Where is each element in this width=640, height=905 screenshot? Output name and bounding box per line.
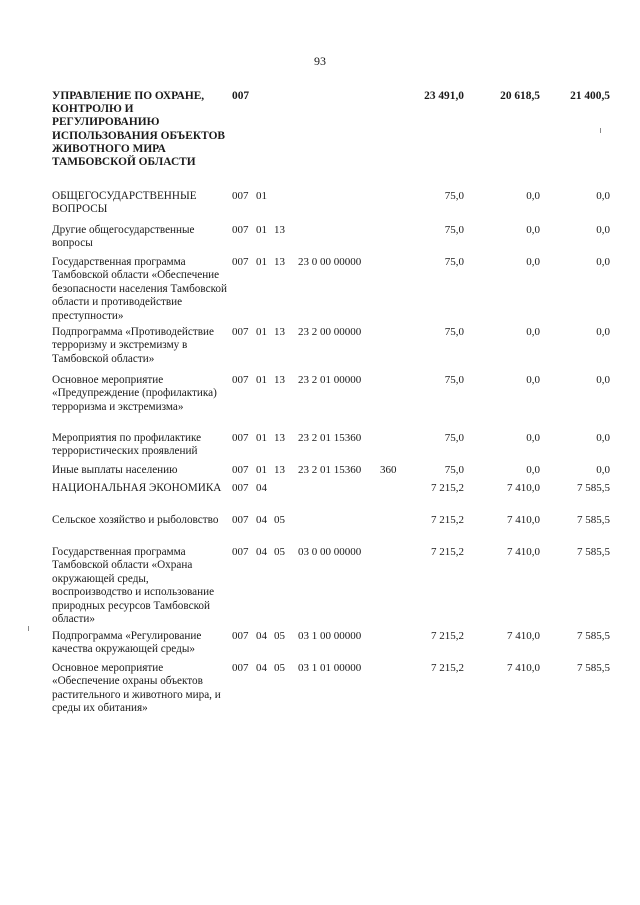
- amount-year-2: 0,0: [526, 464, 540, 476]
- code-section: 04: [256, 662, 267, 674]
- code-section: 01: [256, 464, 267, 476]
- code-section: 01: [256, 432, 267, 444]
- code-section: 04: [256, 514, 267, 526]
- code-subsection: 13: [274, 464, 285, 476]
- code-target-article: 03 1 01 00000: [298, 662, 362, 674]
- amount-year-3: 7 585,5: [577, 482, 610, 494]
- code-target-article: 23 2 00 00000: [298, 326, 362, 338]
- amount-year-3: 0,0: [596, 190, 610, 202]
- row-name: Подпрограмма «Регулирование качества окружающей среды»: [52, 630, 202, 656]
- code-grbs: 007: [232, 464, 249, 476]
- scan-mark: [600, 128, 601, 133]
- row-name: Государственная программа Тамбовской области «Охрана окружающей среды, воспроизводство и использование природных ресурсов Тамбовской области»: [52, 546, 215, 626]
- scan-mark: [28, 626, 29, 631]
- code-target-article: 23 2 01 00000: [298, 374, 362, 386]
- amount-year-1: 7 215,2: [431, 514, 464, 526]
- amount-year-3: 0,0: [596, 256, 610, 268]
- amount-year-1: 23 491,0: [424, 90, 464, 102]
- code-grbs: 007: [232, 432, 249, 444]
- code-grbs: 007: [232, 546, 249, 558]
- amount-year-2: 0,0: [526, 374, 540, 386]
- amount-year-2: 0,0: [526, 432, 540, 444]
- amount-year-2: 0,0: [526, 256, 540, 268]
- code-subsection: 05: [274, 662, 285, 674]
- amount-year-1: 75,0: [444, 256, 464, 268]
- amount-year-1: 75,0: [444, 432, 464, 444]
- amount-year-2: 7 410,0: [507, 482, 540, 494]
- amount-year-3: 21 400,5: [570, 90, 610, 102]
- code-section: 01: [256, 224, 267, 236]
- amount-year-1: 7 215,2: [431, 546, 464, 558]
- code-section: 01: [256, 256, 267, 268]
- code-subsection: 13: [274, 432, 285, 444]
- amount-year-3: 7 585,5: [577, 630, 610, 642]
- amount-year-3: 7 585,5: [577, 546, 610, 558]
- code-grbs: 007: [232, 256, 249, 268]
- row-name: Государственная программа Тамбовской области «Обеспечение безопасности населения Тамбовской области и противодействие преступности»: [52, 256, 228, 322]
- code-subsection: 13: [274, 224, 285, 236]
- amount-year-2: 7 410,0: [507, 630, 540, 642]
- amount-year-3: 7 585,5: [577, 662, 610, 674]
- code-grbs: 007: [232, 190, 249, 202]
- code-section: 01: [256, 326, 267, 338]
- row-name: ОБЩЕГОСУДАРСТВЕННЫЕ ВОПРОСЫ: [52, 190, 197, 216]
- code-grbs: 007: [232, 374, 249, 386]
- code-section: 04: [256, 482, 267, 494]
- amount-year-1: 75,0: [444, 326, 464, 338]
- code-section: 01: [256, 374, 267, 386]
- code-subsection: 05: [274, 546, 285, 558]
- amount-year-1: 7 215,2: [431, 482, 464, 494]
- code-grbs: 007: [232, 662, 249, 674]
- row-name: Подпрограмма «Противодействие терроризму и экстремизму в Тамбовской области»: [52, 326, 215, 365]
- row-name: УПРАВЛЕНИЕ ПО ОХРАНЕ, КОНТРОЛЮ И РЕГУЛИРОВАНИЮ ИСПОЛЬЗОВАНИЯ ОБЪЕКТОВ ЖИВОТНОГО МИРА ТАМБОВСКОЙ ОБЛАСТИ: [52, 90, 226, 169]
- code-expense-type: 360: [380, 464, 397, 476]
- amount-year-3: 0,0: [596, 326, 610, 338]
- amount-year-2: 7 410,0: [507, 546, 540, 558]
- code-section: 04: [256, 546, 267, 558]
- code-target-article: 23 2 01 15360: [298, 432, 362, 444]
- row-name: Основное мероприятие «Обеспечение охраны объектов растительного и животного мира, и среды их обитания»: [52, 662, 221, 715]
- amount-year-1: 75,0: [444, 190, 464, 202]
- amount-year-3: 0,0: [596, 224, 610, 236]
- code-subsection: 05: [274, 514, 285, 526]
- code-subsection: 13: [274, 374, 285, 386]
- code-target-article: 23 0 00 00000: [298, 256, 362, 268]
- code-section: 04: [256, 630, 267, 642]
- row-name: Мероприятия по профилактике террористических проявлений: [52, 432, 202, 458]
- amount-year-3: 7 585,5: [577, 514, 610, 526]
- code-grbs: 007: [232, 224, 249, 236]
- page-number: 93: [314, 54, 326, 68]
- code-section: 01: [256, 190, 267, 202]
- row-name: НАЦИОНАЛЬНАЯ ЭКОНОМИКА: [52, 482, 222, 494]
- amount-year-2: 7 410,0: [507, 662, 540, 674]
- code-grbs: 007: [232, 326, 249, 338]
- code-target-article: 03 0 00 00000: [298, 546, 362, 558]
- row-name: Сельское хозяйство и рыболовство: [52, 514, 219, 526]
- amount-year-2: 0,0: [526, 224, 540, 236]
- code-grbs: 007: [232, 630, 249, 642]
- code-grbs: 007: [232, 482, 249, 494]
- code-target-article: 03 1 00 00000: [298, 630, 362, 642]
- amount-year-3: 0,0: [596, 432, 610, 444]
- row-name: Иные выплаты населению: [52, 464, 178, 476]
- row-name: Другие общегосударственные вопросы: [52, 224, 195, 250]
- amount-year-1: 75,0: [444, 374, 464, 386]
- code-subsection: 13: [274, 326, 285, 338]
- amount-year-2: 20 618,5: [500, 90, 540, 102]
- amount-year-2: 7 410,0: [507, 514, 540, 526]
- row-name: Основное мероприятие «Предупреждение (профилактика) терроризма и экстремизма»: [52, 374, 217, 413]
- code-subsection: 13: [274, 256, 285, 268]
- amount-year-3: 0,0: [596, 464, 610, 476]
- amount-year-2: 0,0: [526, 326, 540, 338]
- code-grbs: 007: [232, 90, 250, 102]
- amount-year-1: 75,0: [444, 464, 464, 476]
- amount-year-2: 0,0: [526, 190, 540, 202]
- amount-year-1: 7 215,2: [431, 630, 464, 642]
- amount-year-3: 0,0: [596, 374, 610, 386]
- code-target-article: 23 2 01 15360: [298, 464, 362, 476]
- code-subsection: 05: [274, 630, 285, 642]
- amount-year-1: 7 215,2: [431, 662, 464, 674]
- code-grbs: 007: [232, 514, 249, 526]
- amount-year-1: 75,0: [444, 224, 464, 236]
